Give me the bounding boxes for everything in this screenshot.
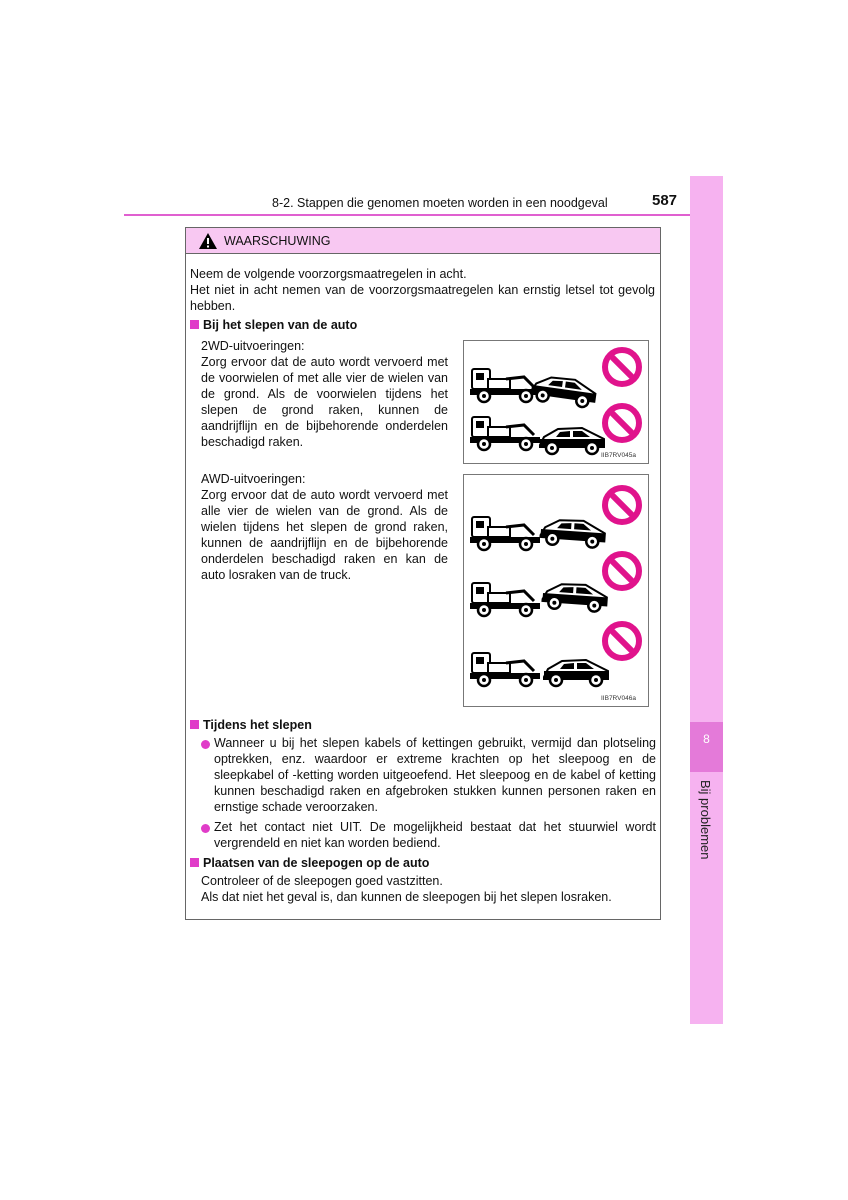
towed-car-illustration — [542, 582, 608, 612]
twowd-title: 2WD-uitvoeringen: — [201, 339, 305, 353]
figure-code: IIB7RV046a — [601, 695, 636, 702]
warning-intro-1: Neem de volgende voorzorgsmaatregelen in acht. — [190, 267, 467, 281]
tow-truck-illustration — [470, 517, 540, 550]
tow-truck-illustration — [470, 583, 540, 616]
during-bullet-1: Wanneer u bij het slepen kabels of kettingen gebruikt, vermijd dan plotseling optrekken, enz. waardoor er extreme krachten op het sleepoog en de sleepkabel of -ketting worden uitgeoefend. Het sleepoog en de kabel of ketting kunnen beschadigd raken en afgebroken stukken kunnen personen raken en ernstige schade veroorzaken. — [214, 736, 656, 814]
section-title: 8-2. Stappen die genomen moeten worden in een noodgeval — [272, 196, 608, 210]
towing-heading: Bij het slepen van de auto — [190, 317, 357, 333]
towed-car-illustration — [530, 374, 597, 409]
hooks-line-2: Als dat niet het geval is, dan kunnen de sleepogen bij het slepen losraken. — [201, 890, 612, 904]
chapter-label-wrap — [690, 780, 723, 880]
awd-text: Zorg ervoor dat de auto wordt vervoerd met alle vier de wielen van de grond. Als de wielen tijdens het slepen de grond raken, kunnen de aandrijflijn en de bijbehorende onderdelen beschadigd raken en kan de auto losraken van de truck. — [201, 488, 448, 582]
during-bullet-2: Zet het contact niet UIT. De mogelijkheid bestaat dat het stuurwiel wordt vergrendeld en niet kan worden bediend. — [214, 820, 656, 850]
chapter-side-tab — [690, 176, 723, 1024]
bullet-dot-icon — [201, 821, 213, 837]
square-bullet-icon — [190, 720, 199, 729]
during-heading: Tijdens het slepen — [190, 717, 312, 733]
square-bullet-icon — [190, 858, 199, 867]
hooks-line-1: Controleer of de sleepogen goed vastzitten. — [201, 874, 443, 888]
chapter-label: Bij problemen — [698, 780, 713, 860]
towed-car-illustration — [540, 518, 606, 548]
hooks-heading: Plaatsen van de sleepogen op de auto — [190, 855, 429, 871]
towed-car-illustration — [544, 660, 608, 686]
chapter-number: 8 — [690, 722, 723, 772]
prohibited-icon — [605, 554, 639, 588]
bullet-dot-icon — [201, 737, 213, 753]
tow-truck-illustration — [470, 369, 540, 402]
prohibited-icon — [605, 406, 639, 440]
figure-2wd-drawing — [464, 341, 648, 463]
awd-title: AWD-uitvoeringen: — [201, 472, 306, 486]
prohibited-icon — [605, 350, 639, 384]
page-number: 587 — [652, 192, 678, 209]
square-bullet-icon — [190, 320, 199, 329]
twowd-text: Zorg ervoor dat de auto wordt vervoerd met de voorwielen of met alle vier de wielen van de grond. Als de voorwielen tijdens het slepen de grond raken, kunnen de aandrijflijn en de bijbehorende onderdelen beschadigd raken. — [201, 355, 448, 449]
figure-awd-towing — [463, 474, 649, 707]
towed-car-illustration — [540, 428, 604, 454]
prohibited-icon — [605, 488, 639, 522]
figure-code: IIB7RV045a — [601, 452, 636, 459]
figure-awd-drawing — [464, 475, 648, 706]
figure-2wd-towing — [463, 340, 649, 464]
warning-title: WAARSCHUWING — [224, 234, 331, 248]
header-rule — [124, 214, 690, 216]
tow-truck-illustration — [470, 417, 540, 450]
warning-intro-2: Het niet in acht nemen van de voorzorgsmaatregelen kan ernstig letsel tot gevolg hebben. — [190, 283, 655, 313]
warning-triangle-icon — [198, 232, 218, 250]
tow-truck-illustration — [470, 653, 540, 686]
prohibited-icon — [605, 624, 639, 658]
